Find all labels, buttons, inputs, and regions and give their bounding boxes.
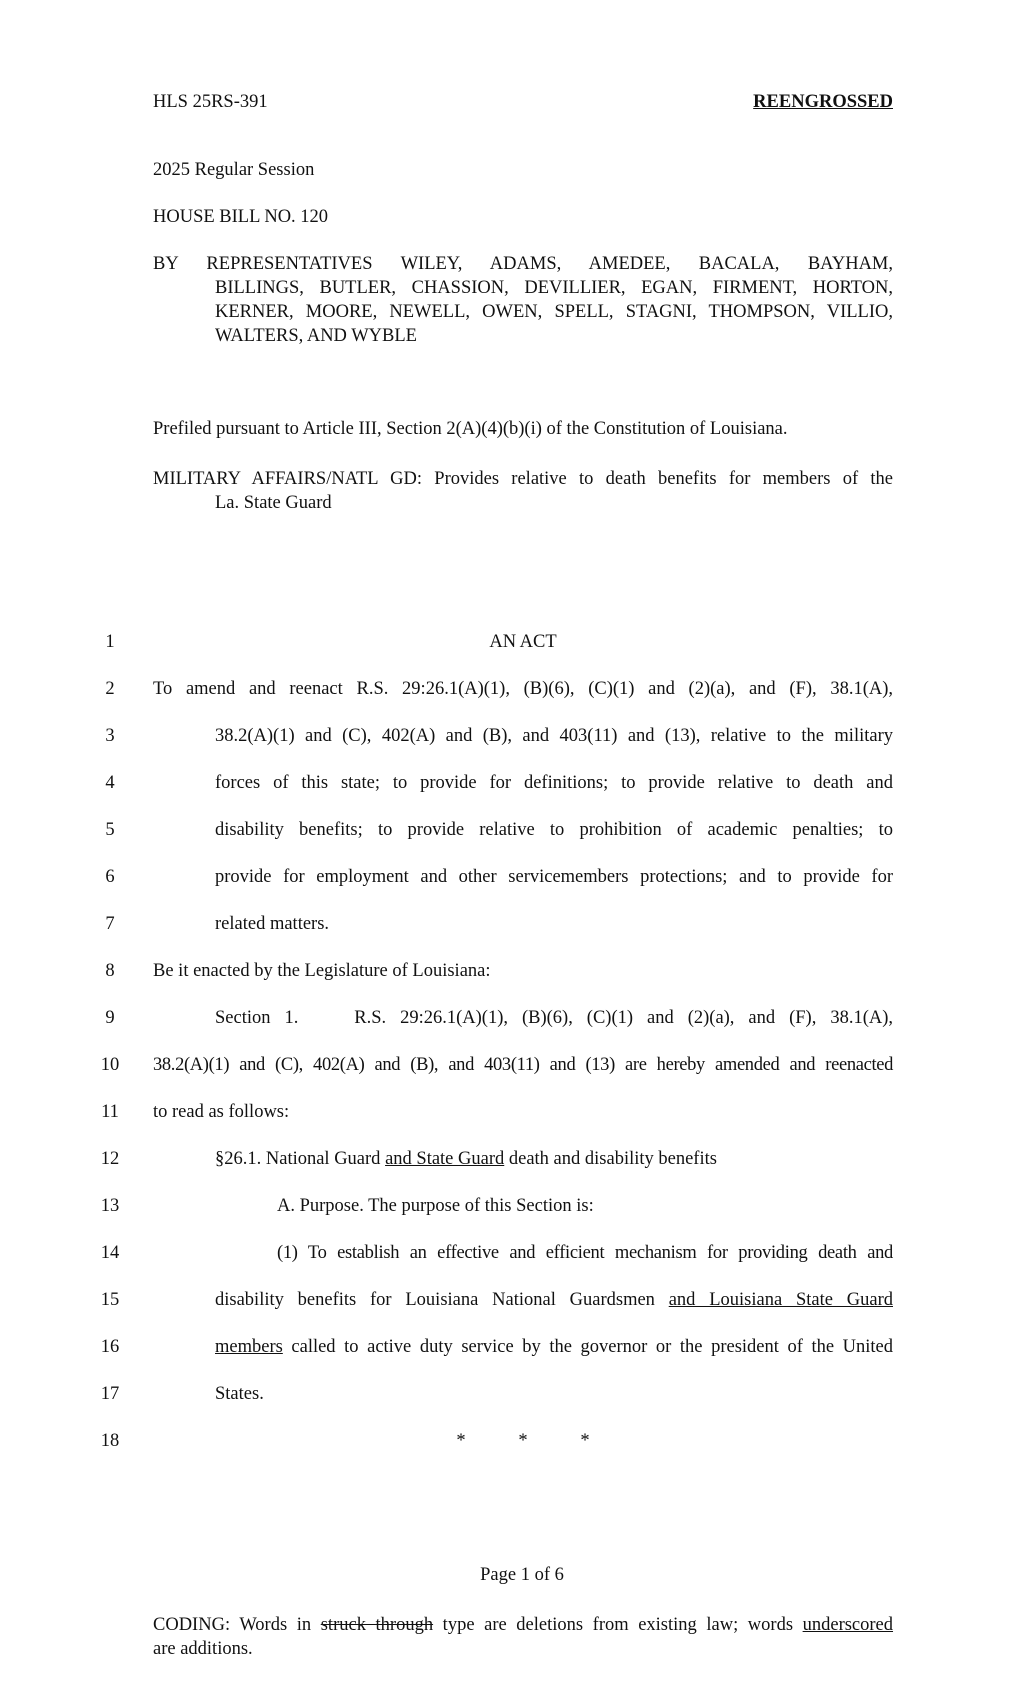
omission-stars bbox=[153, 1431, 893, 1452]
body-line: A. Purpose. The purpose of this Section is: bbox=[277, 1196, 594, 1216]
authors-line: BILLINGS, BUTLER, CHASSION, DEVILLIER, EGAN, FIRMENT, HORTON, bbox=[215, 278, 893, 298]
bill-status: REENGROSSED bbox=[753, 92, 893, 112]
line-number: 3 bbox=[105, 726, 115, 746]
underscored-addition: and Louisiana State Guard bbox=[668, 1290, 893, 1310]
digest-line: La. State Guard bbox=[215, 493, 332, 513]
line-number: 7 bbox=[105, 914, 115, 934]
enacting-clause: Be it enacted by the Legislature of Louisiana: bbox=[153, 961, 491, 981]
line-number: 15 bbox=[100, 1290, 120, 1310]
authors-block bbox=[153, 252, 893, 348]
line-number: 13 bbox=[100, 1196, 120, 1216]
body-line: 38.2(A)(1) and (C), 402(A) and (B), and 403(11) and (13) are hereby amended and reenacted bbox=[153, 1055, 893, 1075]
coding-line: are additions. bbox=[153, 1639, 253, 1659]
star: * bbox=[580, 1431, 590, 1451]
body-line: to read as follows: bbox=[153, 1102, 290, 1122]
line-number: 1 bbox=[105, 632, 115, 652]
body-line: disability benefits; to provide relative to prohibition of academic penalties; to bbox=[215, 820, 893, 840]
line-number: 8 bbox=[105, 961, 115, 981]
line-number: 11 bbox=[101, 1102, 119, 1122]
line-number: 14 bbox=[100, 1243, 120, 1263]
line-number: 4 bbox=[105, 773, 115, 793]
page-number: Page 1 of 6 bbox=[480, 1565, 564, 1585]
underscored-example: underscored bbox=[802, 1615, 894, 1635]
authors-line: KERNER, MOORE, NEWELL, OWEN, SPELL, STAGNI, THOMPSON, VILLIO, bbox=[215, 302, 893, 322]
line-number: 10 bbox=[100, 1055, 120, 1075]
authors-line: BY REPRESENTATIVES WILEY, ADAMS, AMEDEE, BACALA, BAYHAM, bbox=[153, 254, 893, 274]
authors-line: WALTERS, AND WYBLE bbox=[215, 326, 417, 346]
underscored-addition: members bbox=[215, 1337, 283, 1357]
body-line: Section 1. R.S. 29:26.1(A)(1), (B)(6), (C)(1) and (2)(a), and (F), 38.1(A), bbox=[215, 1008, 893, 1028]
prefiled-note: Prefiled pursuant to Article III, Section 2(A)(4)(b)(i) of the Constitution of Louisiana. bbox=[153, 419, 788, 439]
underscored-addition: and State Guard bbox=[385, 1149, 505, 1169]
body-line: forces of this state; to provide for definitions; to provide relative to death and bbox=[215, 773, 893, 793]
star: * bbox=[518, 1431, 528, 1451]
bill-number: HOUSE BILL NO. 120 bbox=[153, 207, 329, 227]
body-line: related matters. bbox=[215, 914, 330, 934]
session: 2025 Regular Session bbox=[153, 160, 315, 180]
body-line: (1) To establish an effective and efficient mechanism for providing death and bbox=[277, 1243, 893, 1263]
body-text: disability benefits for Louisiana National Guardsmen bbox=[215, 1290, 669, 1310]
star: * bbox=[456, 1431, 466, 1451]
body-line: provide for employment and other servicemembers protections; and to provide for bbox=[215, 867, 893, 887]
line-number: 2 bbox=[105, 679, 115, 699]
body-line: 38.2(A)(1) and (C), 402(A) and (B), and 403(11) and (13), relative to the military bbox=[215, 726, 893, 746]
body-text: called to active duty service by the governor or the president of the United bbox=[282, 1337, 893, 1357]
line-number: 16 bbox=[100, 1337, 120, 1357]
line-number: 6 bbox=[105, 867, 115, 887]
coding-note bbox=[153, 1613, 893, 1661]
coding-text: CODING: Words in bbox=[153, 1615, 321, 1635]
line-number: 9 bbox=[105, 1008, 115, 1028]
body-line: States. bbox=[215, 1384, 264, 1404]
heading-text: death and disability benefits bbox=[504, 1149, 717, 1169]
line-number: 12 bbox=[100, 1149, 120, 1169]
heading-text: §26.1. National Guard bbox=[215, 1149, 386, 1169]
bill-code: HLS 25RS-391 bbox=[153, 92, 268, 112]
body-line bbox=[153, 1337, 893, 1358]
coding-line bbox=[153, 1613, 893, 1637]
coding-text: type are deletions from existing law; words bbox=[433, 1615, 803, 1635]
line-number: 5 bbox=[105, 820, 115, 840]
line-number: 17 bbox=[100, 1384, 120, 1404]
act-title: AN ACT bbox=[489, 632, 557, 652]
body-line bbox=[153, 1290, 893, 1311]
digest-line: MILITARY AFFAIRS/NATL GD: Provides relative to death benefits for members of the bbox=[153, 469, 893, 489]
struck-example: struck through bbox=[320, 1615, 434, 1635]
section-heading bbox=[153, 1149, 893, 1170]
line-number: 18 bbox=[100, 1431, 120, 1451]
digest-block bbox=[153, 467, 893, 515]
body-line: To amend and reenact R.S. 29:26.1(A)(1), (B)(6), (C)(1) and (2)(a), and (F), 38.1(A), bbox=[153, 679, 893, 699]
